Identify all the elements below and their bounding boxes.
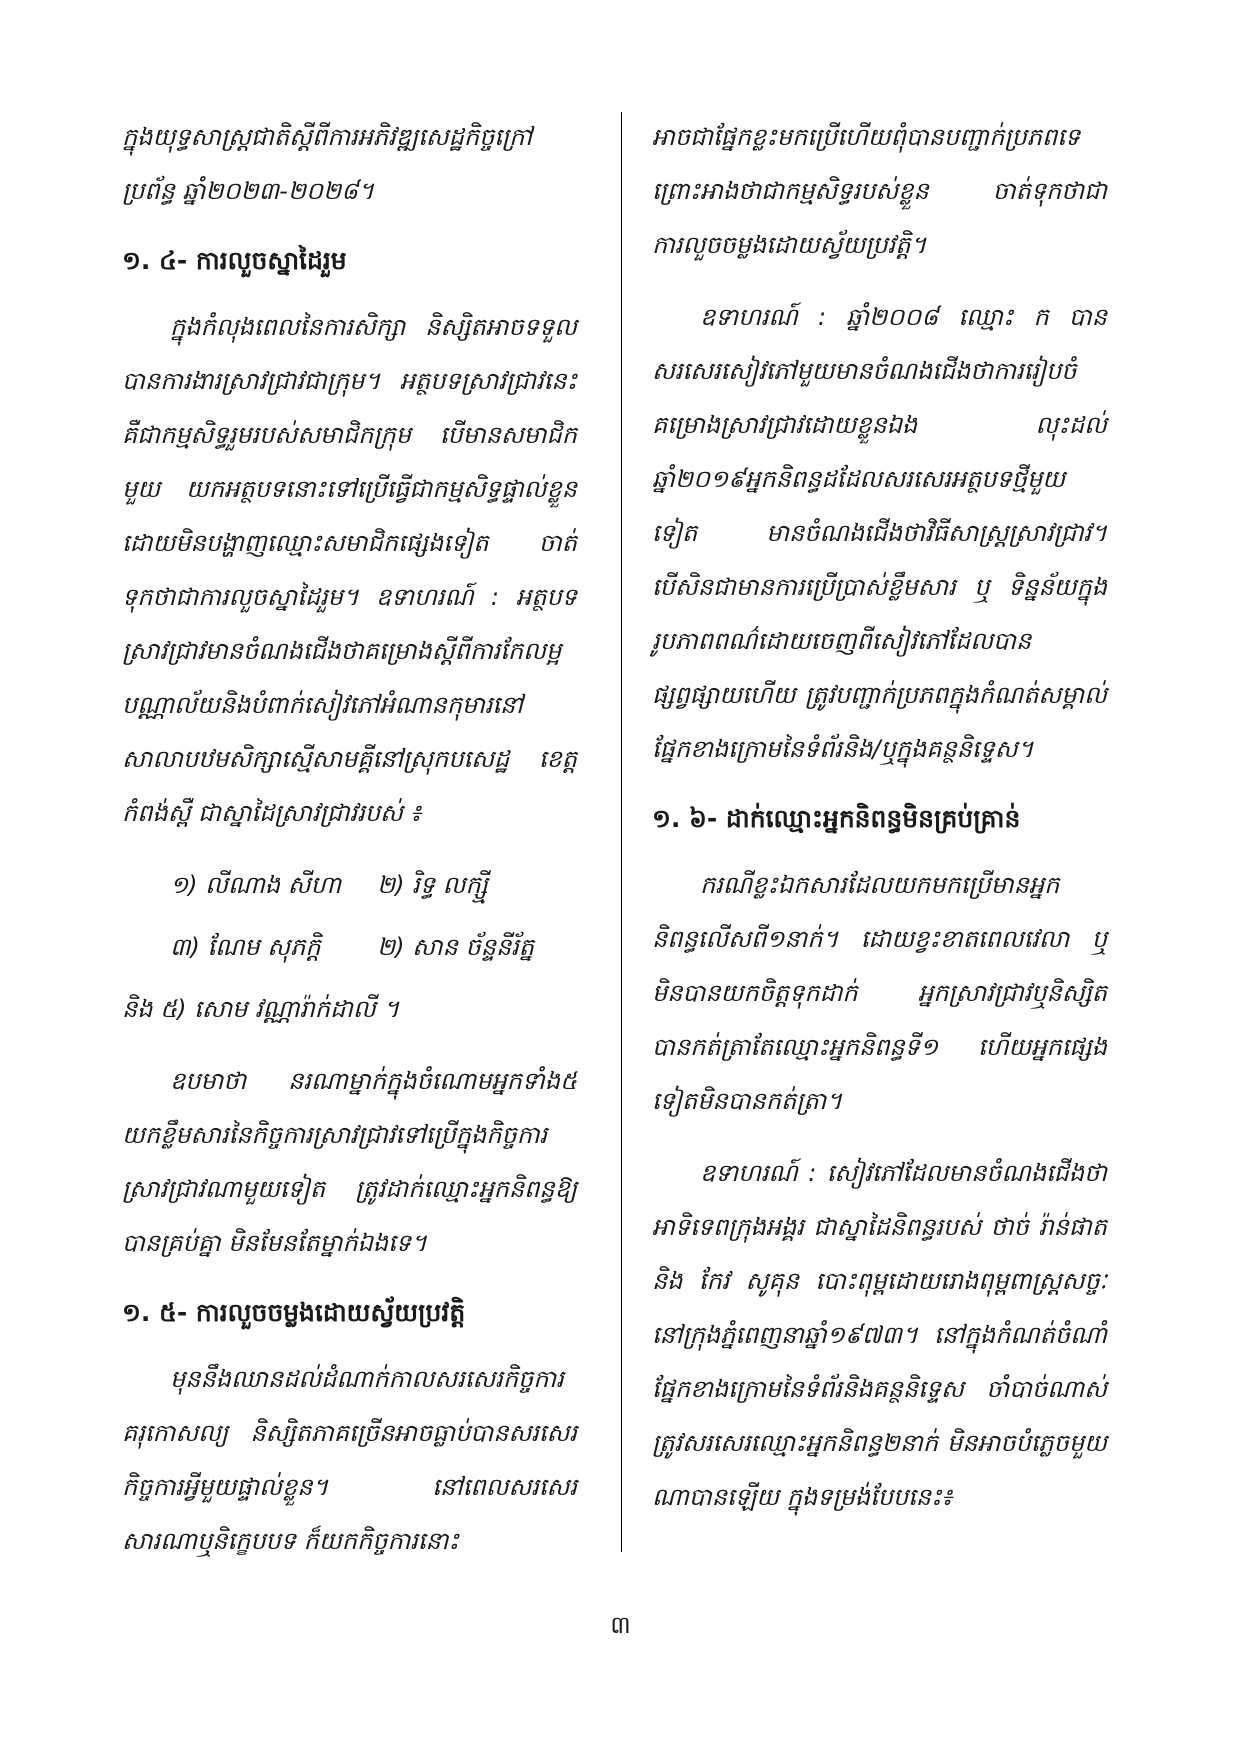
member-list-row — [122, 858, 577, 912]
member-item-last: និង ៥) សោម វណ្ណារ៉ាក់ដាលី ។ — [122, 995, 400, 1023]
member-item: ២) រិទ្ធ លក្ស្មី — [377, 871, 488, 899]
member-item: ១) លីណាង សីហា — [170, 871, 342, 899]
intro-paragraph: ក្នុងយុទ្ធសាស្ត្រជាតិស្តីពីការអភិវឌ្ឍសេដ្ឋកិច្ចក្រៅប្រព័ន្ធ ឆ្នាំ២០២៣-២០២៨។ — [122, 123, 532, 205]
member-item: ២) សាន ច័ន្ទនីរ័ត្ន — [377, 933, 535, 961]
member-item: ៣) ណែម សុភក្តិ — [170, 933, 321, 961]
section-1-6-paragraph: ករណីខ្លះឯកសារដែលយកមកប្រើមានអ្នកនិពន្ធលើសពី១នាក់។ ដោយខ្វះខាតពេលវេលា ឬមិនបានយកចិត្តទុកដាក់ អ្នកស្រាវជ្រាវឬនិស្សិតបានកត់ត្រាតែឈ្មោះអ្នកនិពន្ធទី១ ហើយអ្នកផ្សេងទៀតមិនបានកត់ត្រា។ — [652, 871, 1107, 1115]
example-paragraph: ឧបមាថា នរណាម្នាក់ក្នុងចំណោមអ្នកទាំង៥ យកខ្លឹមសារនៃកិច្ចការស្រាវជ្រាវទៅប្រើក្នុងកិច្ចការស្រាវជ្រាវណាមួយទៀត ត្រូវដាក់ឈ្មោះអ្នកនិពន្ធឱ្យបានគ្រប់គ្នា មិនមែនតែម្នាក់ឯងទេ។ — [122, 1067, 577, 1257]
section-1-4-paragraph: ក្នុងកំលុងពេលនៃការសិក្សា និស្សិតអាចទទួលបានការងារស្រាវជ្រាវជាក្រុម។ អត្ថបទស្រាវជ្រាវនេះគឺជាកម្មសិទ្ធរួមរបស់សមាជិកក្រុម បើមានសមាជិកមួយ យកអត្ថបទនោះទៅប្រើធ្វើជាកម្មសិទ្ធផ្ទាល់ខ្លួនដោយមិនបង្ហាញឈ្មោះសមាជិកផ្សេងទៀត ចាត់ទុកថាជាការលួចស្នាដៃរួម។ ឧទាហរណ៍ : អត្ថបទស្រាវជ្រាវមានចំណងជើងថាគម្រោងស្តីពីការកែលម្អបណ្ណាល័យនិងបំពាក់សៀវភៅអំណានកុមារនៅសាលាបឋមសិក្សាស្មើសាមគ្គីនៅស្រុកបសេដ្ឋ ខេត្តកំពង់ស្ពឺ ជាស្នាដៃស្រាវជ្រាវរបស់ ៖ — [122, 313, 577, 827]
section-heading-1-4: ១. ៤- ការលួចស្នាដៃរួម — [122, 246, 347, 275]
section-heading-1-5: ១. ៥- ការលួចចម្លងដោយស្វ័យប្រវត្តិ — [122, 1298, 466, 1327]
continued-paragraph: អាចជាផ្នែកខ្លះមកប្រើហើយពុំបានបញ្ជាក់ប្រភពទេព្រោះអាងថាជាកម្មសិទ្ធរបស់ខ្លួន ចាត់ទុកថាជាការលួចចម្លងដោយស្វ័យប្រវត្តិ។ — [652, 123, 1107, 259]
section-heading-1-6: ១. ៦- ដាក់ឈ្មោះអ្នកនិពន្ធមិនគ្រប់គ្រាន់ — [652, 804, 1021, 833]
section-1-5-paragraph: មុននឹងឈានដល់ដំណាក់កាលសរសេរកិច្ចការគរុកោសល្យ និស្សិតភាគច្រើនអាចធ្លាប់បានសរសេរកិច្ចការអ្វីមួយផ្ទាល់ខ្លួន។ នៅពេលសរសេរ សារណាឬនិក្ខេបបទ ក៏យកកិច្ចការនោះ — [122, 1365, 577, 1555]
example-paragraph-2: ឧទាហរណ៍ : សៀវភៅដែលមានចំណងជើងថា អាទិទេពក្រុងអង្គរ ជាស្នាដៃនិពន្ធរបស់ ថាច់ រ៉ាន់ផាត និង កែវ សូគុន បោះពុម្ពដោយរោងពុម្ពពាស្រ្តសច្ចៈ នៅក្រុងភ្នំពេញនាឆ្នាំ១៩៧៣។ នៅក្នុងកំណត់ចំណាំផ្នែកខាងក្រោមនៃទំព័រនិងគន្ថនិទ្ទេស ចាំបាច់ណាស់ត្រូវសរសេរឈ្មោះអ្នកនិពន្ធ២នាក់ មិនអាចបំភ្លេចមួយណាបានឡើយ ក្នុងទម្រង់បែបនេះ៖ — [652, 1159, 1107, 1511]
left-column — [122, 110, 577, 1586]
page-number: ៣ — [610, 1611, 631, 1639]
member-list-row — [122, 920, 577, 974]
right-column — [652, 110, 1107, 1542]
column-divider — [621, 112, 622, 1552]
example-paragraph: ឧទាហរណ៍ : ឆ្នាំ២០០៨ ឈ្មោះ ក បានសរសេរសៀវភៅមួយមានចំណងជើងថាការរៀបចំគម្រោងស្រាវជ្រាវដោយខ្លួនឯង លុះដល់ឆ្នាំ២០១៩អ្នកនិពន្ធដដែលសរសេរអត្ថបទថ្មីមួយទៀត មានចំណងជើងថាវិធីសាស្ត្រស្រាវជ្រាវ។ បើសិនជាមានការប្រើប្រាស់ខ្លឹមសារ ឬ ទិន្នន័យក្នុងរូបភាពពណ៌ដោយចេញពីសៀវភៅដែលបានផ្សព្វផ្សាយហើយ ត្រូវបញ្ជាក់ប្រភពក្នុងកំណត់សម្គាល់ផ្នែកខាងក្រោមនៃទំព័រនិង/ឬក្នុងគន្ថនិទ្ទេស។ — [652, 303, 1107, 763]
